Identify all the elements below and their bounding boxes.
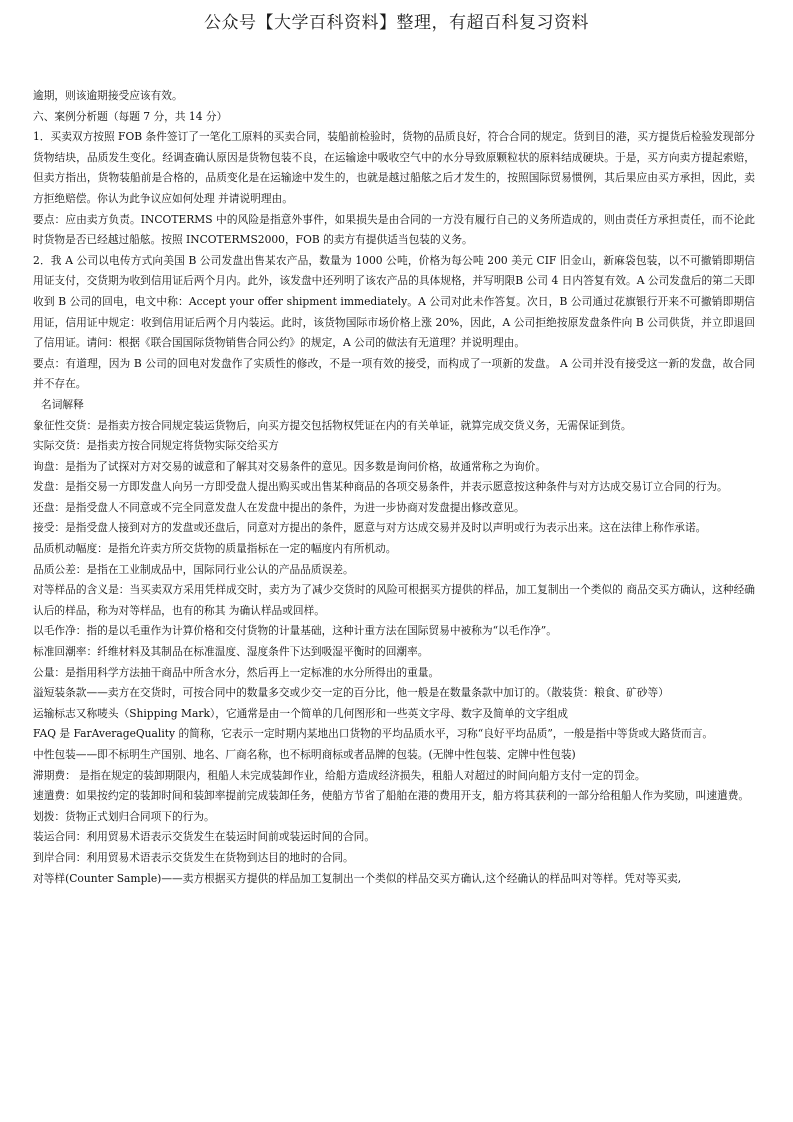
term-conditioned-weight: 公量：是指用科学方法抽干商品中所含水分，然后再上一定标准的水分所得出的重量。	[33, 665, 440, 679]
term-symbolic-delivery: 象征性交货：是指卖方按合同规定装运货物后，向买方提交包括物权凭证在内的有关单证，就算完成交货义务，无需保证到货。	[33, 418, 632, 432]
term-arrival-contract: 到岸合同：利用贸易术语表示交货发生在货物到达目的地时的合同。	[33, 850, 354, 864]
term-standard-regain: 标准回潮率：纤维材料及其制品在标准温度、湿度条件下达到吸湿平衡时的回潮率。	[33, 645, 429, 659]
term-acceptance: 接受：是指受盘人接到对方的发盘或还盘后，同意对方提出的条件，愿意与对方达成交易并及时以声明或行为表示出来。这在法律上称作承诺。	[33, 521, 707, 535]
term-counter-sample-meaning: 对等样品的含义是：当买卖双方采用凭样成交时，卖方为了减少交货时的风险可根据买方提供的样品，加工复制出一个类似的 商品交买方确认，这种经确认后的样品，称为对等样品，也有的称其 为确认样品或回样。	[33, 583, 755, 617]
section-title-case-analysis: 六、案例分析题（每题 7 分，共 14 分）	[33, 109, 228, 123]
term-shipping-mark: 运输标志又称唛头（Shipping Mark），它通常是由一个简单的几何图形和一些英文字母、数字及简单的文字组成	[33, 706, 568, 720]
term-counter-offer: 还盘：是指受盘人不同意或不完全同意发盘人在发盘中提出的条件，为进一步协商对发盘提出修改意见。	[33, 500, 525, 514]
term-quality-tolerance: 品质公差：是指在工业制成品中，国际同行业公认的产品品质误差。	[33, 562, 354, 576]
section-title-terms: 名词解释	[41, 397, 84, 411]
term-neutral-packing: 中性包装——即不标明生产国别、地名、厂商名称，也不标明商标或者品牌的包装。(无牌中性包装、定牌中性包装)	[33, 748, 576, 761]
term-quality-latitude: 品质机动幅度：是指允许卖方所交货物的质量指标在一定的幅度内有所机动。	[33, 542, 397, 556]
page-header: 公众号【大学百科资料】整理，有超百科复习资料	[204, 13, 589, 33]
term-offer: 发盘：是指交易一方即发盘人向另一方即受盘人提出购买或出售某种商品的各项交易条件，并表示愿意按这种条件与对方达成交易订立合同的行为。	[33, 480, 728, 494]
case-2-answer: 要点：有道理，因为 B 公司的回电对发盘作了实质性的修改，不是一项有效的接受，而构成了一项新的发盘。 A 公司并没有接受这一新的发盘，故合同并不存在。	[33, 356, 755, 391]
paragraph-late-acceptance: 逾期，则该逾期接受应该有效。	[33, 89, 183, 102]
term-gross-for-net: 以毛作净：指的是以毛重作为计算价格和交付货物的计量基础，这种计重方法在国际贸易中被称为“以毛作净”。	[33, 624, 557, 638]
case-1-question: 1．买卖双方按照 FOB 条件签订了一笔化工原料的买卖合同，装船前检验时，货物的品质良好，符合合同的规定。货到目的港，买方提货后检验发现部分货物结块，品质发生变化。经调查确认原因是货物包装不良，在运输途中吸收空气中的水分导致原颗粒状的原料结成硬块。于是，买方向卖方提起索赔，但卖方指出，货物装船前是合格的，品质变化是在运输途中发生的，也就是越过船舷之后才发生的，按照国际贸易惯例，其后果应由买方承担，因此，卖方拒绝赔偿。你认为此争议应如何处理 并请说明理由。	[33, 130, 755, 205]
term-counter-sample: 对等样(Counter Sample)——卖方根据买方提供的样品加工复制出一个类似的样品交买方确认,这个经确认的样品叫对等样。凭对等买卖,	[33, 871, 682, 885]
term-shipment-contract: 装运合同：利用贸易术语表示交货发生在装运时间前或装运时间的合同。	[33, 830, 376, 844]
term-dispatch-money: 速遣费：如果按约定的装卸时间和装卸率提前完成装卸任务，使船方节省了船舶在港的费用开支，船方将其获利的一部分给租船人作为奖励，叫速遣费。	[33, 789, 750, 803]
term-actual-delivery: 实际交货：是指卖方按合同规定将货物实际交给买方	[33, 439, 279, 453]
case-2-question: 2．我 A 公司以电传方式向美国 B 公司发盘出售某农产品，数量为 1000 公吨，价格为每公吨 200 美元 CIF 旧金山，新麻袋包装，以不可撤销即期信用证支付，交货期为收到信用证后两个月内。此外，该发盘中还列明了该农产品的具体规格，并写明限B 公司 4 日内答复有效。A 公司发盘后的第二天即收到 B 公司的回电，电文中称：Accept your offer shipment immediately。A 公司对此未作答复。次日，B 公司通过花旗银行开来不可撤销即期信用证，信用证中规定：收到信用证后两个月内装运。此时，该货物国际市场价格上涨 20%，因此，A 公司拒绝按原发盘条件向 B 公司供货，并立即退回了信用证。请问：根据《联合国国际货物销售合同公约》的规定，A 公司的做法有无道理？并说明理由。	[33, 253, 755, 350]
term-demurrage: 滞期费： 是指在规定的装卸期限内，租船人未完成装卸作业，给船方造成经济损失，租船人对超过的时间向船方支付一定的罚金。	[33, 768, 646, 782]
case-1-answer: 要点：应由卖方负责。INCOTERMS 中的风险是指意外事件，如果损失是由合同的一方没有履行自己的义务所造成的，则由责任方承担责任，而不论此时货物是否已经越过船舷。按照 INCOTERMS2000，FOB 的卖方有提供适当包装的义务。	[33, 212, 755, 247]
term-inquiry: 询盘：是指为了试探对方对交易的诚意和了解其对交易条件的意见。因多数是询问价格，故通常称之为询价。	[33, 459, 547, 473]
term-appropriation: 划拨：货物正式划归合同项下的行为。	[33, 809, 215, 823]
document-body	[33, 86, 755, 889]
term-more-or-less-clause: 溢短装条款——卖方在交货时，可按合同中的数量多交或少交一定的百分比，他一般是在数量条款中加订的。（散装货：粮食、矿砂等）	[33, 686, 669, 700]
term-faq: FAQ 是 FarAverageQuality 的简称，它表示一定时期内某地出口货物的平均品质水平，习称“良好平均品质”，一般是指中等货或大路货而言。	[33, 727, 714, 741]
